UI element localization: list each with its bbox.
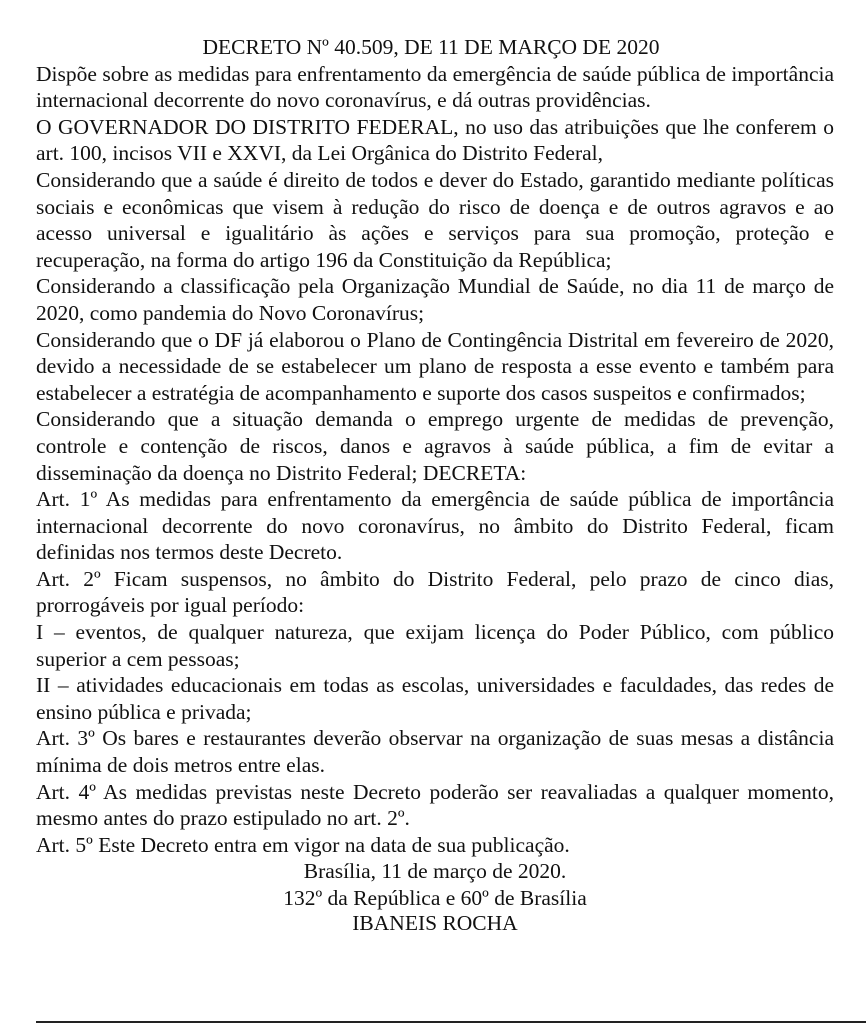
paragraph-art-4: Art. 4º As medidas previstas neste Decreto poderão ser reavaliadas a qualquer momento, mesmo antes do prazo estipulado no art. 2º.	[36, 779, 834, 831]
republic-year: 132º da República e 60º de Brasília	[283, 886, 587, 910]
paragraph-art-1: Art. 1º As medidas para enfrentamento da emergência de saúde pública de importância internacional decorrente do novo coronavírus, no âmbito do Distrito Federal, ficam definidas nos termos deste Decreto.	[36, 487, 834, 565]
paragraph-art-5: Art. 5º Este Decreto entra em vigor na data de sua publicação.	[36, 832, 570, 857]
paragraph-considerando-3: Considerando que o DF já elaborou o Plano de Contingência Distrital em fevereiro de 2020, devido a necessidade de se estabelecer um plano de resposta a esse evento e também para estabelecer a estratégia de acompanhamento e suporte dos casos suspeitos e confirmados;	[36, 327, 834, 405]
paragraph-inciso-ii: II – atividades educacionais em todas as escolas, universidades e faculdades, das redes de ensino pública e privada;	[36, 673, 834, 724]
paragraph-considerando-2: Considerando a classificação pela Organização Mundial de Saúde, no dia 11 de março de 2020, como pandemia do Novo Coronavírus;	[36, 274, 834, 325]
decree-title: DECRETO Nº 40.509, DE 11 DE MARÇO DE 2020	[202, 35, 660, 59]
signature-name: IBANEIS ROCHA	[352, 910, 518, 935]
paragraph-considerando-1: Considerando que a saúde é direito de todos e dever do Estado, garantido mediante políticas sociais e econômicas que visem à redução do risco de doença e de outros agravos e ao acesso universal e igualitário às ações e serviços para sua promoção, proteção e recuperação, na forma do artigo 196 da Constituição da República;	[36, 167, 834, 272]
bottom-divider	[36, 1021, 866, 1023]
paragraph-preamble: O GOVERNADOR DO DISTRITO FEDERAL, no uso das atribuições que lhe conferem o art. 100, incisos VII e XXVI, da Lei Orgânica do Distrito Federal,	[36, 114, 834, 166]
paragraph-inciso-i: I – eventos, de qualquer natureza, que exijam licença do Poder Público, com público superior a cem pessoas;	[36, 620, 834, 671]
paragraph-ementa: Dispõe sobre as medidas para enfrentamento da emergência de saúde pública de importância internacional decorrente do novo coronavírus, e dá outras providências.	[36, 61, 834, 113]
paragraph-art-3: Art. 3º Os bares e restaurantes deverão observar na organização de suas mesas a distância mínima de dois metros entre elas.	[36, 726, 834, 778]
paragraph-art-2: Art. 2º Ficam suspensos, no âmbito do Distrito Federal, pelo prazo de cinco dias, prorrogáveis por igual período:	[36, 566, 834, 618]
place-date: Brasília, 11 de março de 2020.	[303, 859, 567, 884]
paragraph-considerando-4: Considerando que a situação demanda o emprego urgente de medidas de prevenção, controle e contenção de riscos, danos e agravos à saúde pública, a fim de evitar a disseminação da doença no Distrito Federal; DECRETA:	[36, 407, 834, 485]
decree-document	[36, 34, 834, 936]
